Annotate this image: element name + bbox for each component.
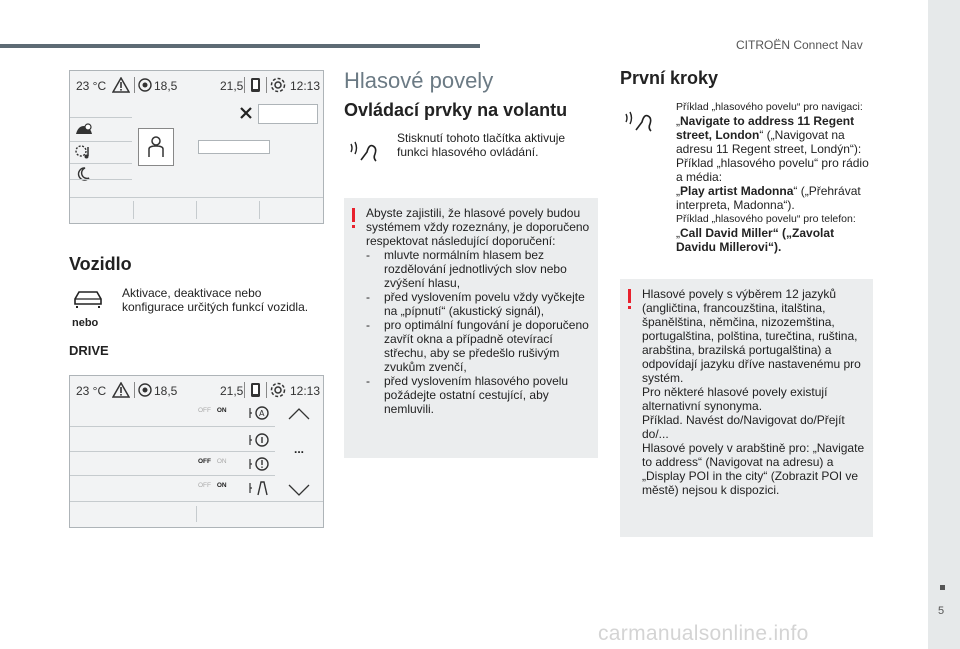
settings-icon — [269, 76, 287, 94]
location-icon — [137, 382, 153, 398]
example-radio-translation: “ („Přehrávat interpreta, Madonna“). — [676, 184, 861, 212]
voice-button-icon — [624, 108, 658, 134]
toggle-off: OFF — [198, 458, 211, 465]
languages-note — [620, 279, 873, 537]
warning-icon — [112, 77, 130, 93]
right-value: 21,5 — [220, 79, 244, 93]
toggle-on: ON — [216, 407, 227, 414]
toggle-on: ON — [216, 458, 227, 465]
voice-music-icon[interactable] — [74, 144, 94, 160]
toggle-off: OFF — [198, 482, 211, 489]
example-nav-label: Příklad „hlasového povelu“ pro navigaci: — [676, 101, 863, 113]
lane-icon — [248, 479, 272, 497]
voice-button-icon — [349, 138, 383, 164]
svg-text:A: A — [259, 409, 265, 418]
more-indicator[interactable]: ... — [294, 442, 305, 456]
icon-label-or: nebo — [72, 317, 99, 329]
toggle-off: OFF — [198, 407, 211, 414]
person-icon — [146, 135, 166, 159]
example-phone-label: Příklad „hlasového povelu“ pro telefon: — [676, 213, 856, 225]
toggle-row-1[interactable] — [198, 407, 227, 414]
warning-icon — [112, 382, 130, 398]
status-bar — [70, 376, 323, 406]
car-settings-icon[interactable] — [74, 122, 94, 138]
note-synonyms: Pro některé hlasové povely existují alternativní synonyma. — [642, 385, 828, 413]
tips-list — [366, 248, 592, 416]
toggle-row-3[interactable] — [198, 482, 227, 489]
car-icon — [72, 288, 104, 310]
example-radio-command: Play artist Madonna — [680, 184, 794, 198]
phone-icon — [248, 77, 262, 93]
example-nav-translation: “ („Navigovat na adresu 11 Regent street, Londýn“): — [676, 128, 862, 156]
close-icon[interactable] — [240, 107, 252, 119]
toggle-on: ON — [216, 482, 227, 489]
quote: “). — [768, 240, 782, 254]
info-field[interactable] — [198, 140, 270, 154]
steering-controls-heading: Ovládací prvky na volantu — [344, 100, 568, 120]
status-bar — [70, 71, 323, 101]
settings-icon — [269, 381, 287, 399]
example-nav-command: Navigate to address 11 Regent street, London — [676, 114, 855, 142]
voice-tips-note — [344, 198, 598, 458]
page-number: 5 — [938, 605, 945, 617]
example-phone-translation: Zavolat Davidu Millerovi — [676, 226, 835, 254]
vozidlo-text: Aktivace, deaktivace nebo konfigurace určitých funkcí vozidla. — [122, 286, 309, 314]
info-icon — [248, 431, 272, 449]
chapter-marker — [940, 585, 945, 590]
phone-icon — [248, 382, 262, 398]
example-radio-label: Příklad „hlasového povelu“ pro rádio a média: — [676, 156, 869, 184]
header-rule — [0, 44, 480, 48]
list-item: - před vyslovením povelu vždy vyčkejte na „pípnutí“ (akustický signál), — [366, 290, 592, 318]
side-tab — [928, 0, 960, 649]
left-value: 18,5 — [154, 79, 178, 93]
vehicle-screen-bottom — [69, 375, 324, 528]
voice-button-text: Stisknutí tohoto tlačítka aktivuje funkci hlasového ovládání. — [397, 131, 566, 159]
location-icon — [137, 77, 153, 93]
quote: „ — [676, 226, 680, 240]
icon-label-drive: DRIVE — [69, 343, 109, 358]
list-item: - mluvte normálním hlasem bez rozdělování jednotlivých slov nebo zvýšení hlasu, — [366, 248, 592, 290]
quote: “ („ — [772, 226, 793, 240]
note-intro: Abyste zajistili, že hlasové povely budou systémem vždy rozeznány, je doporučeno respektovat následující doporučení: — [366, 206, 590, 248]
left-value: 18,5 — [154, 384, 178, 398]
first-steps-heading: První kroky — [620, 68, 719, 88]
note-languages: Hlasové povely s výběrem 12 jazyků (angličtina, francouzština, italština, španělština, němčina, nizozemština, portugalština, polština, turečtina, ruština, arabština, brazilská portugalština) a odpovídají jazyku dříve nastavenému pro systém. — [642, 287, 861, 385]
chevron-up-icon[interactable] — [288, 408, 310, 420]
list-item: - pro optimální fungování je doporučeno zavřít okna a případně otevírací střechu, aby se předešlo rušivým zvukům zvenčí, — [366, 318, 592, 374]
warning-mark-icon — [628, 289, 631, 303]
vehicle-screen-top — [69, 70, 324, 224]
voice-commands-heading: Hlasové povely — [344, 68, 494, 93]
clock: 12:13 — [290, 79, 321, 93]
vozidlo-heading: Vozidlo — [69, 254, 132, 274]
note-example: Příklad. Navést do/Navigovat do/Přejít do/... — [642, 413, 845, 441]
clock: 12:13 — [290, 384, 321, 398]
examples-block — [676, 100, 870, 254]
quote: „ — [676, 184, 680, 198]
note-arabic: Hlasové povely v arabštině pro: „Navigate to address“ (Navigovat na adresu) a „Display POI in the city“ (Zobrazit POI ve městě) nejsou k dispozici. — [642, 441, 865, 497]
auto-icon — [248, 404, 272, 422]
quote: „ — [676, 114, 680, 128]
brand-label: CITROËN Connect Nav — [736, 38, 863, 52]
warning-mark-icon — [352, 208, 355, 222]
temperature: 23 °C — [76, 384, 107, 398]
alert-icon — [248, 455, 272, 473]
toggle-row-2[interactable] — [198, 458, 227, 465]
watermark: carmanualsonline.info — [598, 622, 809, 645]
temperature: 23 °C — [76, 79, 107, 93]
central-tile[interactable] — [138, 128, 174, 166]
example-phone-command: Call David Miller — [680, 226, 773, 240]
list-item: - před vyslovením hlasového povelu požádejte ostatní cestující, aby nemluvili. — [366, 374, 592, 416]
chevron-down-icon[interactable] — [288, 484, 310, 496]
top-field[interactable] — [258, 104, 318, 124]
right-value: 21,5 — [220, 384, 244, 398]
